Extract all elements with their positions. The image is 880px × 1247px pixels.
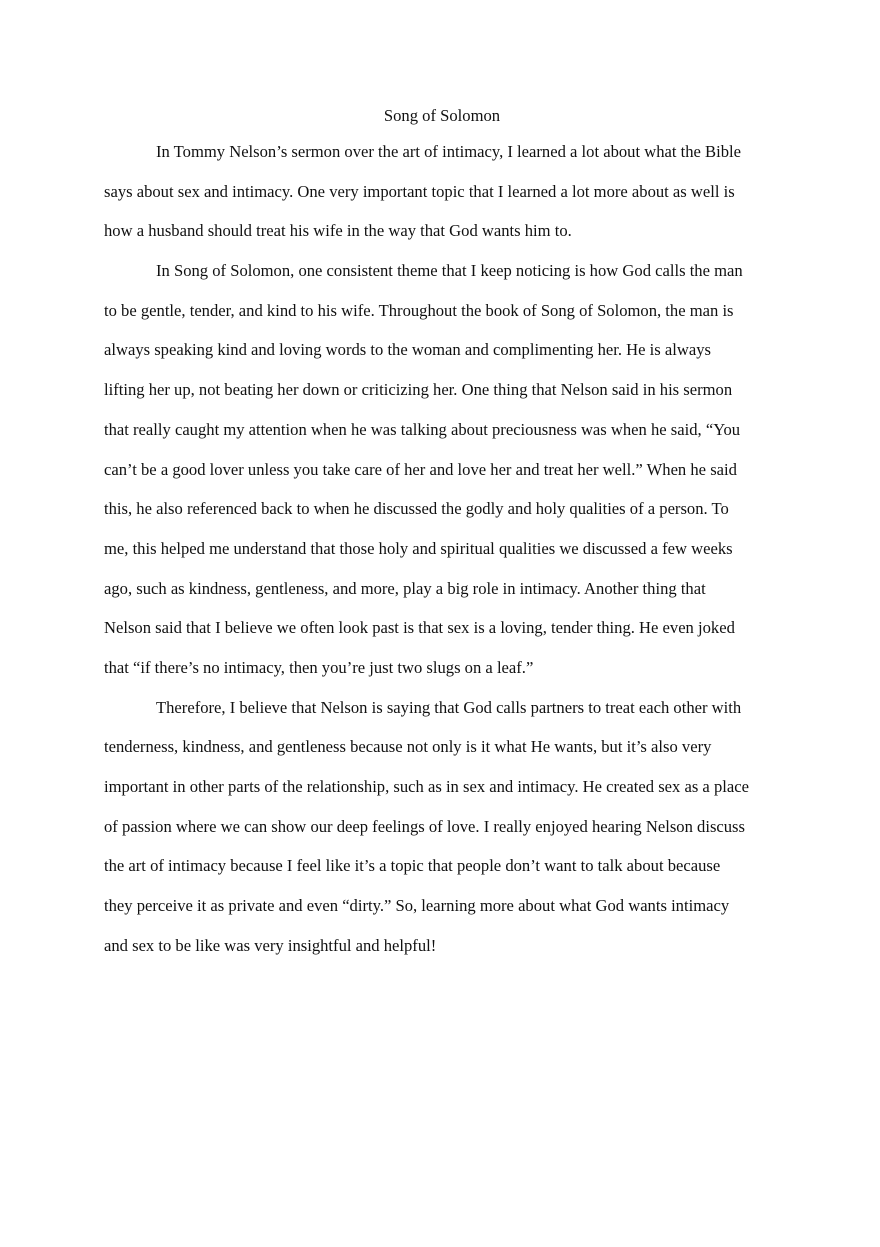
text-line: to be gentle, tender, and kind to his wife. Throughout the book of Song of Solomon, the man is xyxy=(104,300,734,320)
text-line: says about sex and intimacy. One very important topic that I learned a lot more about as well is xyxy=(104,181,735,201)
text-line: this, he also referenced back to when he discussed the godly and holy qualities of a person. To xyxy=(104,499,729,519)
text-line: me, this helped me understand that those holy and spiritual qualities we discussed a few weeks xyxy=(104,538,733,558)
text-line: and sex to be like was very insightful and helpful! xyxy=(104,935,437,955)
text-line: important in other parts of the relationship, such as in sex and intimacy. He created sex as a place xyxy=(104,777,749,796)
text-line: ago, such as kindness, gentleness, and more, play a big role in intimacy. Another thing that xyxy=(104,578,706,598)
text-line: they perceive it as private and even “dirty.” So, learning more about what God wants intimacy xyxy=(104,896,730,916)
text-line: tenderness, kindness, and gentleness because not only is it what He wants, but it’s also very xyxy=(104,737,712,757)
text-line: of passion where we can show our deep feelings of love. I really enjoyed hearing Nelson discuss xyxy=(104,816,745,836)
text-line: the art of intimacy because I feel like it’s a topic that people don’t want to talk about because xyxy=(104,856,721,876)
text-line: how a husband should treat his wife in the way that God wants him to. xyxy=(104,221,572,241)
text-line: Therefore, I believe that Nelson is saying that God calls partners to treat each other with xyxy=(156,697,742,717)
paragraph-3 xyxy=(104,688,780,966)
text-line: lifting her up, not beating her down or criticizing her. One thing that Nelson said in his sermon xyxy=(104,380,733,400)
text-line: In Tommy Nelson’s sermon over the art of intimacy, I learned a lot about what the Bible xyxy=(156,142,742,161)
paragraph-1 xyxy=(104,132,780,251)
text-line: In Song of Solomon, one consistent theme that I keep noticing is how God calls the man xyxy=(156,261,743,281)
document-title: Song of Solomon xyxy=(383,106,501,125)
text-line: Nelson said that I believe we often look past is that sex is a loving, tender thing. He even joked xyxy=(104,618,735,638)
paragraph-2 xyxy=(104,251,780,688)
text-line: that “if there’s no intimacy, then you’re just two slugs on a leaf.” xyxy=(104,657,534,677)
text-line: always speaking kind and loving words to the woman and complimenting her. He is always xyxy=(104,340,711,360)
document-body xyxy=(104,100,780,965)
text-line: that really caught my attention when he was talking about preciousness was when he said, “You xyxy=(104,419,741,439)
text-line: can’t be a good lover unless you take care of her and love her and treat her well.” When he said xyxy=(104,459,737,479)
